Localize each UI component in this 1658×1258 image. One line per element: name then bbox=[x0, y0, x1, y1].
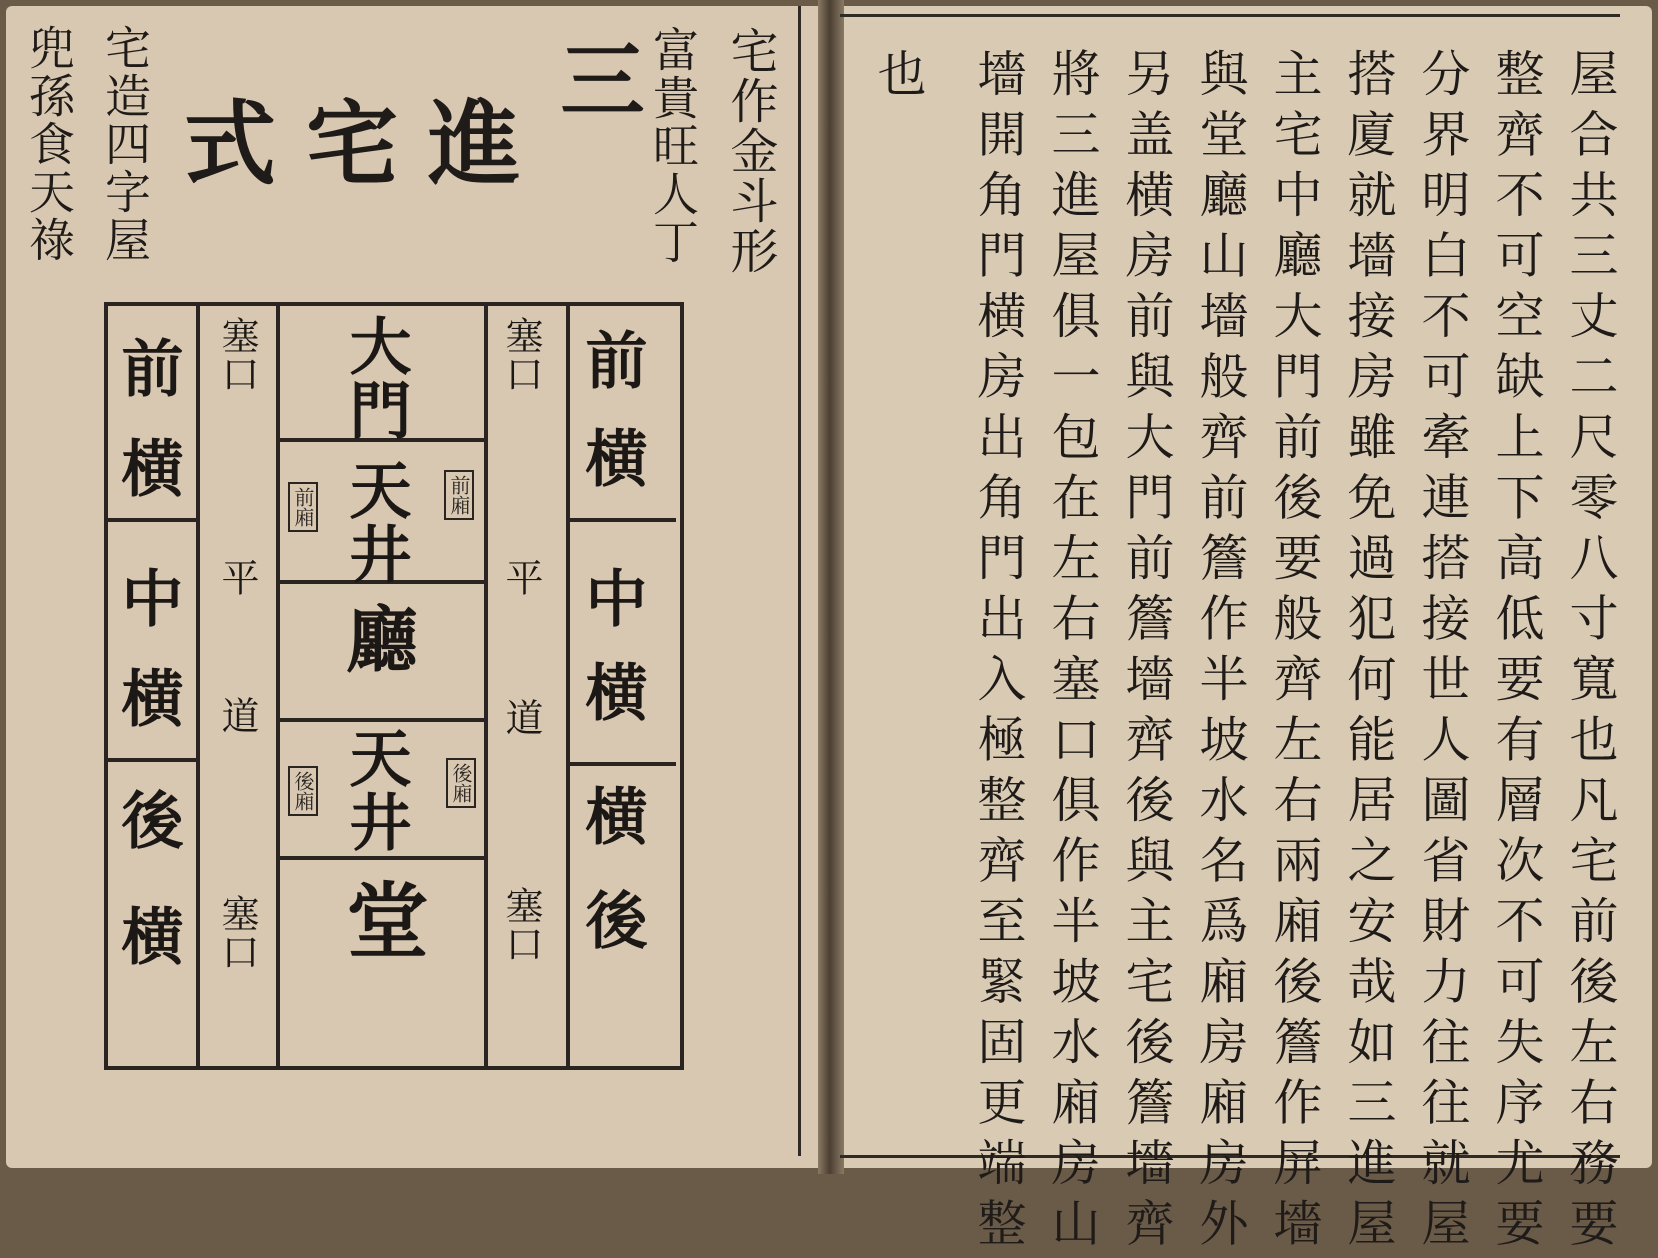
text-column-2: 整齊不可空缺上下高低要有層次不可失序尤要 bbox=[1488, 48, 1545, 1258]
right-lane-sai-kou-bottom: 塞口 bbox=[499, 886, 543, 962]
left-back-wing-label: 後廂 bbox=[288, 766, 318, 816]
right-page bbox=[844, 6, 1652, 1258]
note-column-3: 宅造四字屋 bbox=[98, 24, 152, 264]
left-front-wing-label: 前廂 bbox=[288, 482, 318, 532]
left-lane-ping: 平 bbox=[215, 558, 259, 596]
center-main-hall: 堂 bbox=[333, 878, 429, 960]
diagram-left-back: 後 bbox=[111, 788, 184, 850]
text-column-4: 搭廈就墻接房雖免過犯何能居之安哉如三進屋 bbox=[1340, 48, 1397, 1258]
diagram-right-cross-3: 横 bbox=[575, 784, 648, 846]
diagram-right-front: 前 bbox=[575, 328, 648, 390]
text-column-5: 主宅中廳大門前後要般齊左右兩廂後簷作屏墻 bbox=[1266, 48, 1323, 1258]
text-column-1: 屋合共三丈二尺零八寸寬也凡宅前後左右務要 bbox=[1562, 48, 1619, 1258]
center-courtyard-1: 天井 bbox=[339, 458, 412, 586]
diagram-right-cross-1: 横 bbox=[575, 426, 648, 488]
text-column-7: 另盖横房前與大門前簷墻齊後與主宅後簷墻齊 bbox=[1118, 48, 1175, 1258]
center-hall: 廳 bbox=[334, 602, 419, 674]
left-lane-sai-kou-top: 塞口 bbox=[215, 316, 259, 392]
note-column-1: 宅作金斗形 bbox=[722, 26, 778, 276]
diagram-left-middle: 中 bbox=[111, 566, 184, 628]
diagram-right-cross-2: 横 bbox=[575, 660, 648, 722]
right-lane-dao: 道 bbox=[499, 698, 543, 736]
note-column-4: 兜孫食天祿 bbox=[22, 24, 76, 264]
left-lane-sai-kou-bottom: 塞口 bbox=[215, 894, 259, 970]
diagram-left-front: 前 bbox=[111, 336, 184, 398]
diagram-left-cross-2: 横 bbox=[111, 666, 184, 728]
right-lane-sai-kou-top: 塞口 bbox=[499, 316, 543, 392]
diagram-right-back: 後 bbox=[575, 888, 648, 950]
center-main-gate: 大門 bbox=[339, 314, 412, 442]
diagram-right-middle: 中 bbox=[575, 566, 648, 628]
right-lane-ping: 平 bbox=[499, 558, 543, 596]
text-column-6: 與堂廳山墻般齊前簷作半坡水名爲廂房廂房外 bbox=[1192, 48, 1249, 1258]
text-column-8: 將三進屋俱一包在左右塞口俱作半坡水廂房山 bbox=[1044, 48, 1101, 1258]
note-column-2: 富貴旺人丁 bbox=[646, 26, 700, 266]
center-courtyard-2: 天井 bbox=[339, 726, 412, 854]
diagram-left-cross-1: 横 bbox=[111, 436, 184, 498]
text-column-10: 也 bbox=[870, 48, 927, 109]
right-front-wing-label: 前廂 bbox=[444, 470, 474, 520]
text-column-3: 分界明白不可牽連搭接世人圖省財力往往就屋 bbox=[1414, 48, 1471, 1258]
text-column-9: 墻開角門横房出角門出入極整齊至緊固更端整 bbox=[970, 48, 1027, 1258]
left-page bbox=[6, 6, 818, 1168]
diagram-left-cross-3: 横 bbox=[111, 904, 184, 966]
left-lane-dao: 道 bbox=[215, 696, 259, 734]
title-column-1: 三 bbox=[547, 36, 646, 126]
title-column-2: 進宅式 bbox=[184, 90, 551, 198]
right-back-wing-label: 後廂 bbox=[446, 758, 476, 808]
